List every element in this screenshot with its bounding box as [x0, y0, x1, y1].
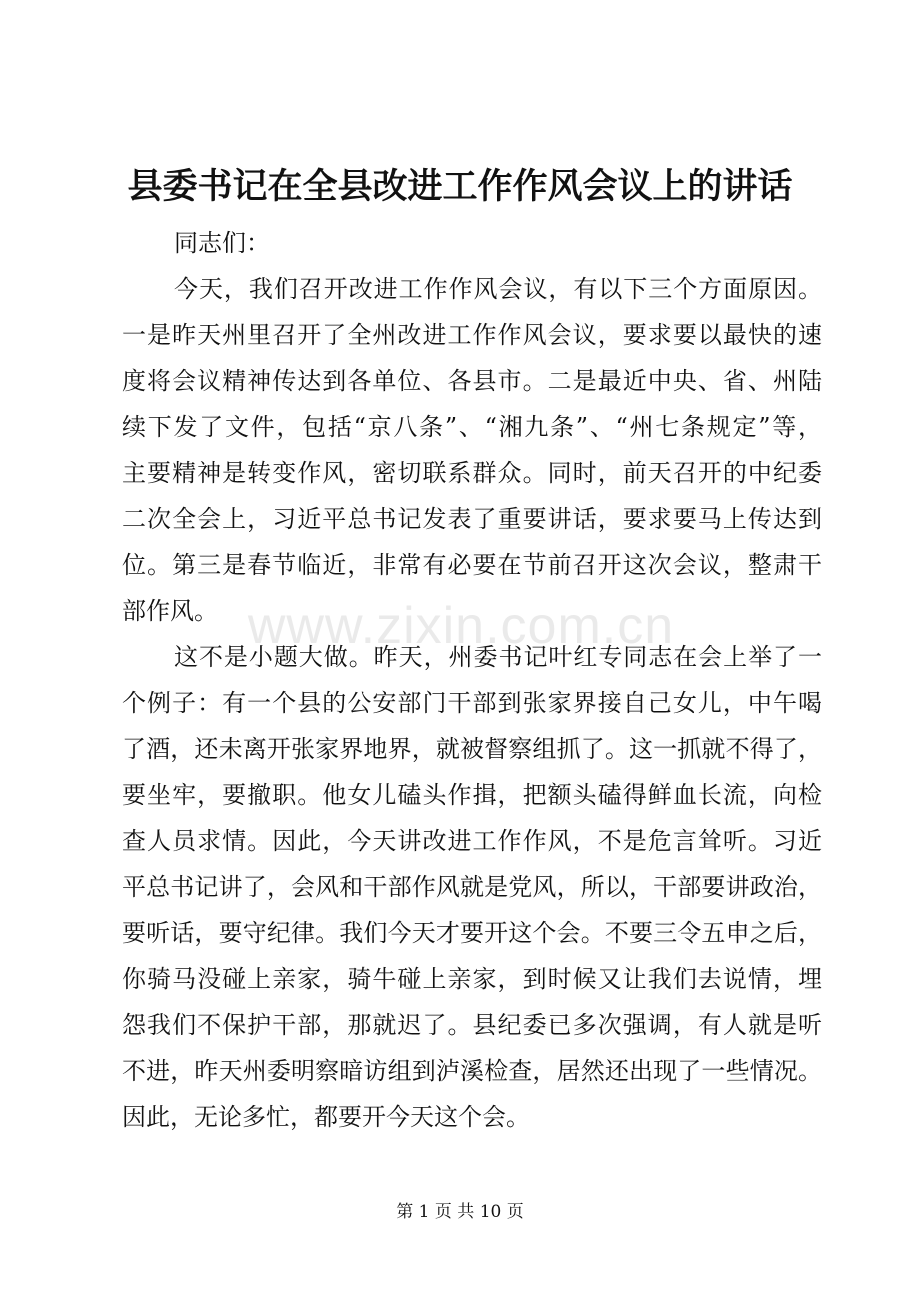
paragraph-line: 部作风。 [122, 597, 218, 625]
document-title: 县委书记在全县改进工作作风会议上的讲话 [127, 166, 793, 207]
paragraph-2 [122, 634, 822, 1140]
paragraph-1 [122, 266, 822, 634]
paragraph-line: 要听话，要守纪律。我们今天才要开这个会。不要三令五申之后， [122, 919, 822, 947]
greeting-line: 同志们： [174, 229, 270, 257]
paragraph-line: 了酒，还未离开张家界地界，就被督察组抓了。这一抓就不得了， [122, 735, 822, 763]
paragraph-line: 查人员求情。因此，今天讲改进工作作风，不是危言耸听。习近 [122, 827, 822, 855]
paragraph-line: 要坐牢，要撤职。他女儿磕头作揖，把额头磕得鲜血长流，向检 [122, 781, 822, 809]
paragraph-line: 因此，无论多忙，都要开今天这个会。 [122, 1103, 530, 1131]
paragraph-line: 不进，昨天州委明察暗访组到泸溪检查，居然还出现了一些情况。 [122, 1057, 822, 1085]
paragraph-line: 续下发了文件，包括“京八条”、“湘九条”、“州七条规定”等， [122, 413, 822, 441]
paragraph-line: 一是昨天州里召开了全州改进工作作风会议，要求要以最快的速 [122, 321, 822, 349]
page-footer: 第 1 页 共 10 页 [396, 1202, 524, 1222]
paragraph-line: 主要精神是转变作风，密切联系群众。同时，前天召开的中纪委 [122, 459, 822, 487]
document-body [122, 220, 822, 1140]
paragraph-line: 今天，我们召开改进工作作风会议，有以下三个方面原因。 [174, 275, 822, 303]
paragraph-line: 平总书记讲了，会风和干部作风就是党风，所以，干部要讲政治， [122, 873, 822, 901]
paragraph-line: 这不是小题大做。昨天，州委书记叶红专同志在会上举了一 [174, 643, 822, 671]
paragraph-line: 个例子：有一个县的公安部门干部到张家界接自己女儿，中午喝 [122, 689, 822, 717]
paragraph-line: 度将会议精神传达到各单位、各县市。二是最近中央、省、州陆 [122, 367, 822, 395]
paragraph-line: 二次全会上，习近平总书记发表了重要讲话，要求要马上传达到 [122, 505, 822, 533]
paragraph-line: 你骑马没碰上亲家，骑牛碰上亲家，到时候又让我们去说情，埋 [122, 965, 822, 993]
watermark: www.zixin.com.cn [247, 597, 675, 655]
paragraph-line: 怨我们不保护干部，那就迟了。县纪委已多次强调，有人就是听 [122, 1011, 822, 1039]
paragraph-line: 位。第三是春节临近，非常有必要在节前召开这次会议，整肃干 [122, 551, 822, 579]
